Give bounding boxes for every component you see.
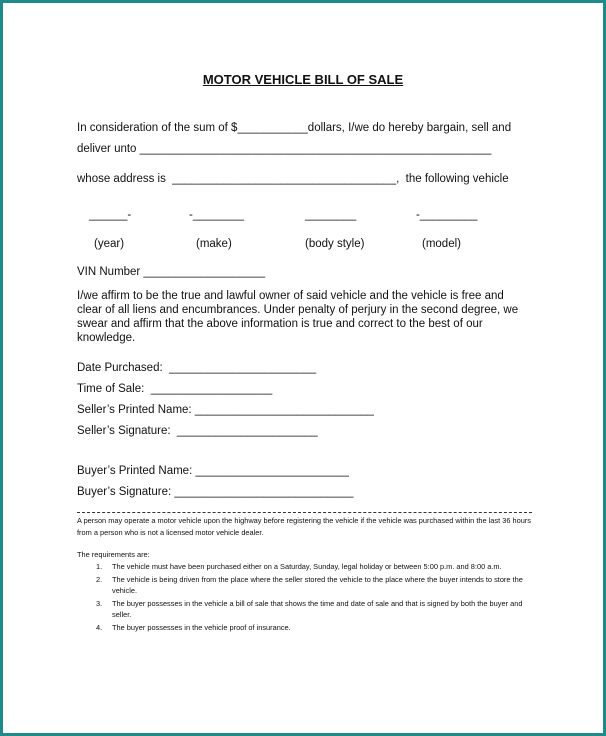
buyer-signature-field: Buyer’s Signature: ____________________________ xyxy=(77,486,354,498)
model-label: (model) xyxy=(422,238,461,250)
vin-line: VIN Number ___________________ xyxy=(77,266,265,278)
seller-signature-field: Seller’s Signature: ______________________ xyxy=(77,425,318,437)
affirmation-paragraph: I/we affirm to be the true and lawful owner of said vehicle and the vehicle is free and clear of all liens and encumbrances. Under penalty of perjury in the second degree, we swear and affirm that the above information is true and correct to the best of our knowledge. xyxy=(77,290,519,344)
list-item-number: 3. xyxy=(96,598,103,608)
body-style-label: (body style) xyxy=(305,238,365,250)
page-title: MOTOR VEHICLE BILL OF SALE xyxy=(202,72,404,87)
list-item xyxy=(77,598,537,621)
list-item-text: The buyer possesses in the vehicle proof of insurance. xyxy=(112,622,291,632)
list-item-text: The buyer possesses in the vehicle a bill of sale that shows the time and date of sale and that is signed by both the buyer and seller. xyxy=(112,598,523,619)
list-item xyxy=(77,622,537,634)
list-item xyxy=(77,561,537,573)
dashed-divider xyxy=(77,512,532,513)
deliver-line: deliver unto _______________________________________________________ xyxy=(77,143,492,155)
requirements-list xyxy=(77,561,537,634)
bill-of-sale-document xyxy=(3,3,603,733)
year-label: (year) xyxy=(94,238,125,250)
address-line: whose address is ___________________________________, the following vehicle xyxy=(77,173,509,185)
seller-printed-name-field: Seller’s Printed Name: ____________________________ xyxy=(77,404,374,416)
list-item-number: 2. xyxy=(96,574,103,584)
list-item-number: 4. xyxy=(96,622,103,632)
consideration-line: In consideration of the sum of $___________dollars, I/we do hereby bargain, sell and xyxy=(77,122,512,134)
list-item-text: The vehicle is being driven from the place where the seller stored the vehicle to the place where the buyer intends to store the vehicle. xyxy=(112,574,523,595)
list-item-number: 1. xyxy=(96,562,103,571)
registration-notice: A person may operate a motor vehicle upon the highway before registering the vehicle if the vehicle was purchased within the last 36 hours from a person who is not a licensed motor vehicle dealer. xyxy=(77,516,531,537)
body-style-blank: ________ xyxy=(305,209,357,221)
list-item xyxy=(77,574,537,597)
buyer-printed-name-field: Buyer’s Printed Name: ________________________ xyxy=(77,465,349,477)
model-blank: -_________ xyxy=(416,209,478,221)
year-blank: ______- xyxy=(89,209,132,221)
requirements-heading: The requirements are: xyxy=(77,550,150,559)
time-of-sale-field: Time of Sale: ___________________ xyxy=(77,383,273,395)
make-blank: -________ xyxy=(189,209,244,221)
date-purchased-field: Date Purchased: _______________________ xyxy=(77,362,317,374)
list-item-text: The vehicle must have been purchased either on a Saturday, Sunday, legal holiday or between 5:00 p.m. and 8:00 a.m. xyxy=(112,562,502,571)
make-label: (make) xyxy=(196,238,232,250)
